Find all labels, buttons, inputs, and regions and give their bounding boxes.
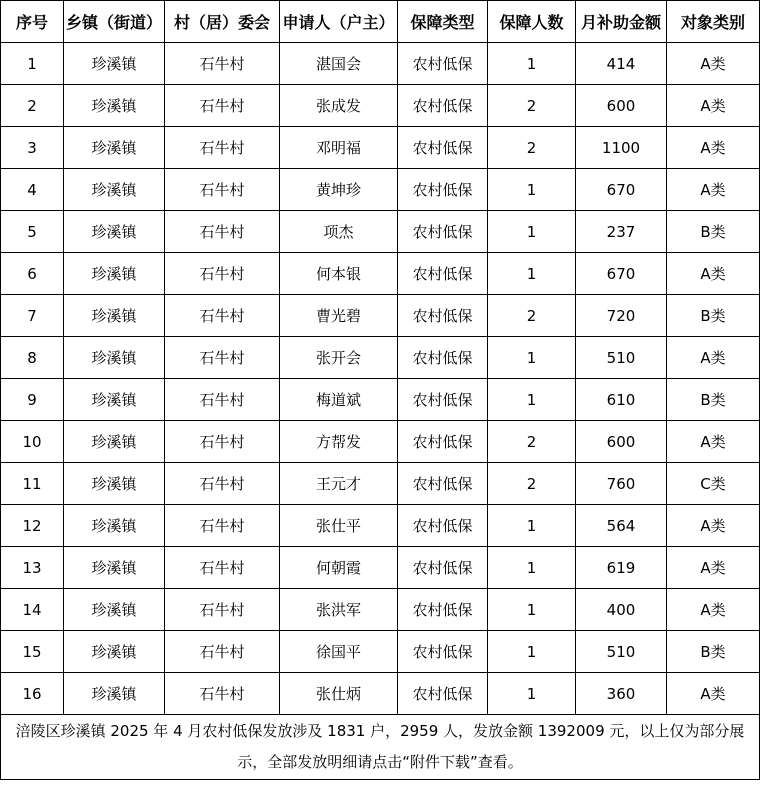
cell-persons: 2 <box>488 295 576 337</box>
cell-index: 16 <box>1 673 64 715</box>
table-row <box>1 295 760 337</box>
cell-category: B类 <box>667 211 760 253</box>
cell-category: A类 <box>667 253 760 295</box>
cell-index: 6 <box>1 253 64 295</box>
cell-village: 石牛村 <box>165 463 280 505</box>
cell-amount: 237 <box>576 211 667 253</box>
cell-category: A类 <box>667 589 760 631</box>
cell-category: A类 <box>667 169 760 211</box>
cell-type: 农村低保 <box>398 127 488 169</box>
cell-village: 石牛村 <box>165 253 280 295</box>
cell-persons: 2 <box>488 463 576 505</box>
cell-village: 石牛村 <box>165 505 280 547</box>
cell-category: A类 <box>667 337 760 379</box>
table-row <box>1 211 760 253</box>
cell-township: 珍溪镇 <box>64 421 165 463</box>
cell-category: A类 <box>667 505 760 547</box>
cell-category: B类 <box>667 295 760 337</box>
cell-type: 农村低保 <box>398 463 488 505</box>
cell-index: 5 <box>1 211 64 253</box>
cell-village: 石牛村 <box>165 43 280 85</box>
cell-category: A类 <box>667 421 760 463</box>
cell-persons: 2 <box>488 85 576 127</box>
cell-amount: 414 <box>576 43 667 85</box>
cell-type: 农村低保 <box>398 505 488 547</box>
cell-type: 农村低保 <box>398 421 488 463</box>
cell-persons: 1 <box>488 43 576 85</box>
cell-type: 农村低保 <box>398 547 488 589</box>
column-header-village: 村（居）委会 <box>165 1 280 43</box>
column-header-index: 序号 <box>1 1 64 43</box>
table-row <box>1 505 760 547</box>
cell-type: 农村低保 <box>398 631 488 673</box>
cell-applicant: 张仕平 <box>280 505 398 547</box>
cell-amount: 510 <box>576 631 667 673</box>
cell-type: 农村低保 <box>398 379 488 421</box>
cell-village: 石牛村 <box>165 211 280 253</box>
cell-township: 珍溪镇 <box>64 43 165 85</box>
cell-applicant: 王元才 <box>280 463 398 505</box>
cell-index: 12 <box>1 505 64 547</box>
cell-index: 8 <box>1 337 64 379</box>
cell-township: 珍溪镇 <box>64 463 165 505</box>
cell-amount: 564 <box>576 505 667 547</box>
footer-note: 涪陵区珍溪镇 2025 年 4 月农村低保发放涉及 1831 户，2959 人，发放金额 1392009 元，以上仅为部分展示，全部发放明细请点击“附件下载”查看。 <box>1 715 760 780</box>
table-row <box>1 127 760 169</box>
cell-village: 石牛村 <box>165 169 280 211</box>
cell-township: 珍溪镇 <box>64 589 165 631</box>
cell-applicant: 方帮发 <box>280 421 398 463</box>
cell-amount: 510 <box>576 337 667 379</box>
cell-applicant: 邓明福 <box>280 127 398 169</box>
cell-applicant: 梅道斌 <box>280 379 398 421</box>
cell-category: C类 <box>667 463 760 505</box>
cell-type: 农村低保 <box>398 295 488 337</box>
cell-type: 农村低保 <box>398 85 488 127</box>
cell-type: 农村低保 <box>398 43 488 85</box>
cell-applicant: 何本银 <box>280 253 398 295</box>
column-header-persons: 保障人数 <box>488 1 576 43</box>
cell-township: 珍溪镇 <box>64 379 165 421</box>
cell-applicant: 曹光碧 <box>280 295 398 337</box>
cell-type: 农村低保 <box>398 253 488 295</box>
table-body <box>1 43 760 715</box>
cell-amount: 610 <box>576 379 667 421</box>
cell-village: 石牛村 <box>165 631 280 673</box>
cell-village: 石牛村 <box>165 337 280 379</box>
cell-applicant: 张仕炳 <box>280 673 398 715</box>
cell-township: 珍溪镇 <box>64 211 165 253</box>
table-row <box>1 43 760 85</box>
cell-village: 石牛村 <box>165 127 280 169</box>
cell-amount: 600 <box>576 85 667 127</box>
column-header-type: 保障类型 <box>398 1 488 43</box>
cell-persons: 1 <box>488 673 576 715</box>
cell-persons: 1 <box>488 505 576 547</box>
table-row <box>1 85 760 127</box>
cell-persons: 1 <box>488 379 576 421</box>
table-row <box>1 631 760 673</box>
cell-applicant: 张成发 <box>280 85 398 127</box>
table-row <box>1 169 760 211</box>
cell-index: 10 <box>1 421 64 463</box>
column-header-category: 对象类别 <box>667 1 760 43</box>
table-row <box>1 673 760 715</box>
cell-township: 珍溪镇 <box>64 295 165 337</box>
cell-amount: 670 <box>576 253 667 295</box>
cell-index: 13 <box>1 547 64 589</box>
cell-persons: 1 <box>488 169 576 211</box>
cell-village: 石牛村 <box>165 295 280 337</box>
cell-applicant: 张开会 <box>280 337 398 379</box>
table-row <box>1 589 760 631</box>
cell-applicant: 张洪军 <box>280 589 398 631</box>
cell-village: 石牛村 <box>165 673 280 715</box>
cell-index: 11 <box>1 463 64 505</box>
cell-type: 农村低保 <box>398 169 488 211</box>
cell-persons: 1 <box>488 631 576 673</box>
cell-applicant: 项杰 <box>280 211 398 253</box>
cell-persons: 1 <box>488 589 576 631</box>
cell-village: 石牛村 <box>165 421 280 463</box>
cell-applicant: 何朝霞 <box>280 547 398 589</box>
cell-amount: 720 <box>576 295 667 337</box>
table-row <box>1 337 760 379</box>
cell-index: 14 <box>1 589 64 631</box>
cell-township: 珍溪镇 <box>64 631 165 673</box>
cell-type: 农村低保 <box>398 673 488 715</box>
cell-applicant: 湛国会 <box>280 43 398 85</box>
cell-village: 石牛村 <box>165 547 280 589</box>
table-row <box>1 379 760 421</box>
cell-amount: 360 <box>576 673 667 715</box>
cell-applicant: 徐国平 <box>280 631 398 673</box>
cell-category: A类 <box>667 43 760 85</box>
cell-township: 珍溪镇 <box>64 169 165 211</box>
cell-township: 珍溪镇 <box>64 505 165 547</box>
cell-township: 珍溪镇 <box>64 85 165 127</box>
column-header-amount: 月补助金额 <box>576 1 667 43</box>
cell-index: 4 <box>1 169 64 211</box>
cell-type: 农村低保 <box>398 211 488 253</box>
footer-row <box>1 715 760 780</box>
cell-township: 珍溪镇 <box>64 673 165 715</box>
cell-persons: 1 <box>488 253 576 295</box>
column-header-applicant: 申请人（户主） <box>280 1 398 43</box>
cell-amount: 619 <box>576 547 667 589</box>
cell-index: 3 <box>1 127 64 169</box>
cell-amount: 760 <box>576 463 667 505</box>
cell-township: 珍溪镇 <box>64 547 165 589</box>
cell-amount: 1100 <box>576 127 667 169</box>
cell-type: 农村低保 <box>398 337 488 379</box>
table-row <box>1 463 760 505</box>
cell-applicant: 黄坤珍 <box>280 169 398 211</box>
cell-village: 石牛村 <box>165 589 280 631</box>
cell-amount: 400 <box>576 589 667 631</box>
cell-amount: 600 <box>576 421 667 463</box>
cell-persons: 2 <box>488 421 576 463</box>
table-row <box>1 421 760 463</box>
cell-category: A类 <box>667 85 760 127</box>
cell-category: B类 <box>667 631 760 673</box>
cell-index: 15 <box>1 631 64 673</box>
cell-township: 珍溪镇 <box>64 253 165 295</box>
cell-category: A类 <box>667 127 760 169</box>
cell-township: 珍溪镇 <box>64 127 165 169</box>
cell-category: A类 <box>667 673 760 715</box>
cell-category: B类 <box>667 379 760 421</box>
cell-index: 1 <box>1 43 64 85</box>
table-row <box>1 547 760 589</box>
cell-persons: 2 <box>488 127 576 169</box>
cell-persons: 1 <box>488 211 576 253</box>
cell-index: 7 <box>1 295 64 337</box>
cell-village: 石牛村 <box>165 85 280 127</box>
table-row <box>1 253 760 295</box>
cell-index: 2 <box>1 85 64 127</box>
cell-township: 珍溪镇 <box>64 337 165 379</box>
cell-amount: 670 <box>576 169 667 211</box>
cell-village: 石牛村 <box>165 379 280 421</box>
column-header-township: 乡镇（街道） <box>64 1 165 43</box>
table-header-row <box>1 1 760 43</box>
cell-index: 9 <box>1 379 64 421</box>
cell-persons: 1 <box>488 337 576 379</box>
cell-persons: 1 <box>488 547 576 589</box>
cell-category: A类 <box>667 547 760 589</box>
cell-type: 农村低保 <box>398 589 488 631</box>
